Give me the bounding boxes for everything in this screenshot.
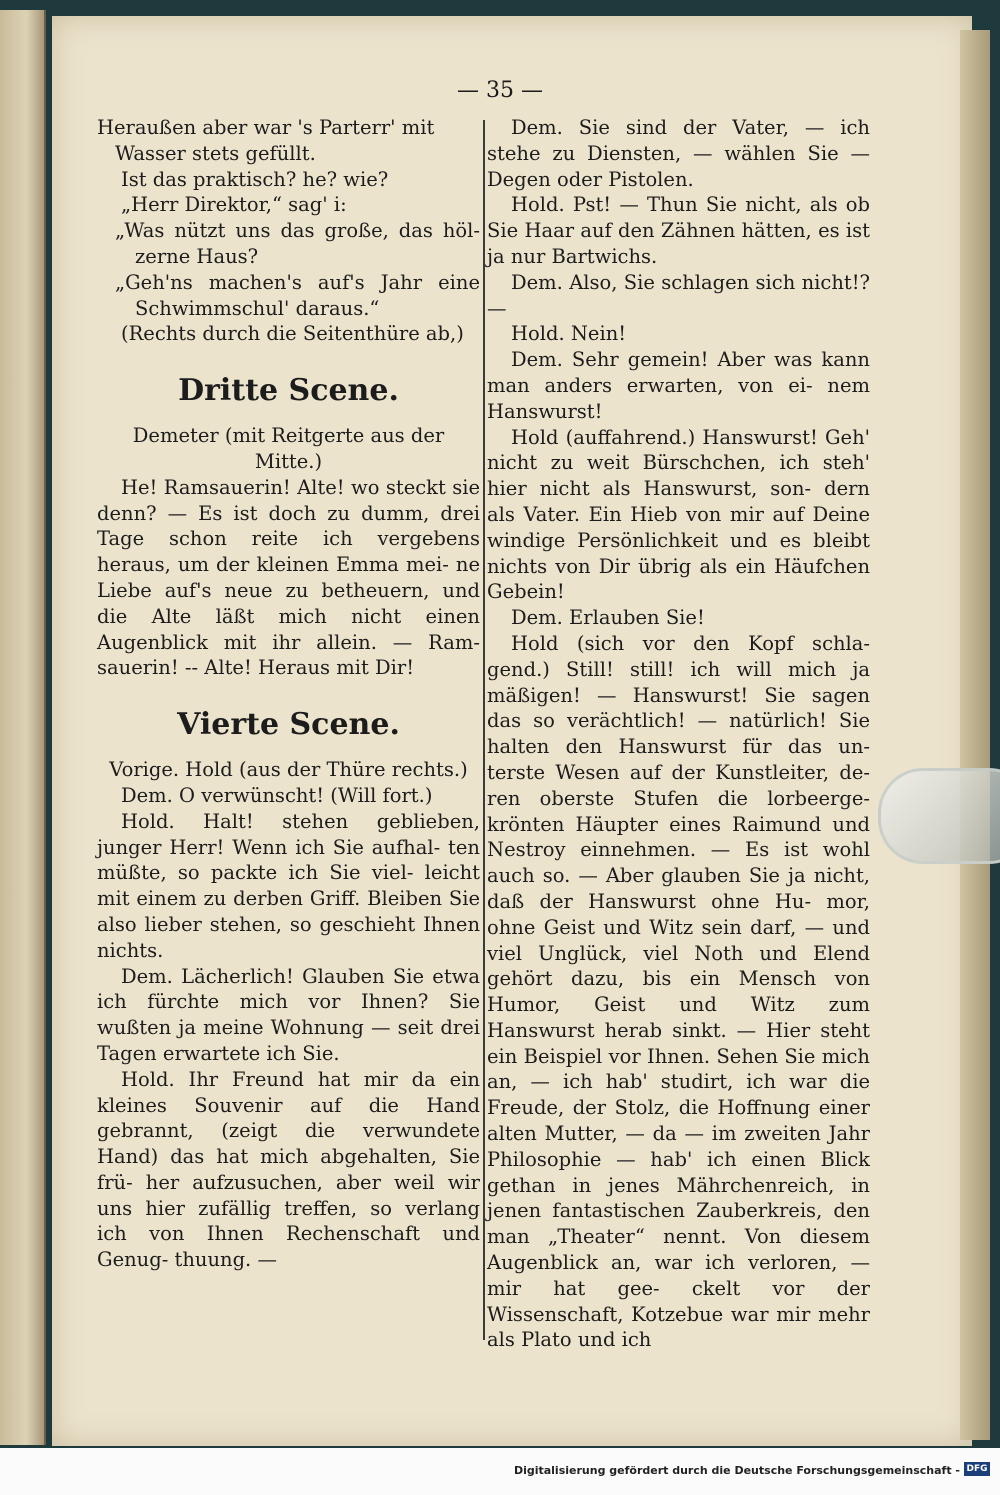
stage-direction: Demeter (mit Reitgerte aus der Mitte.) bbox=[132, 424, 445, 473]
stage-direction: Vorige. Hold (aus der Thüre rechts.) bbox=[109, 758, 468, 782]
text-paragraph: Dem. Sie sind der Vater, — ich stehe zu Diensten, — wählen Sie — Degen oder Pistolen. bbox=[487, 116, 870, 191]
scene-heading: Vierte Scene. bbox=[177, 707, 400, 743]
scene-heading: Dritte Scene. bbox=[178, 373, 399, 409]
text-paragraph: Dem. Erlauben Sie! bbox=[511, 606, 705, 630]
dfg-logo: DFG bbox=[964, 1462, 990, 1476]
text-paragraph: Dem. Sehr gemein! Aber was kann man anders erwarten, von ei- nem Hanswurst! bbox=[487, 348, 870, 423]
funding-credit: Digitalisierung gefördert durch die Deutsche Forschungsgemeinschaft - bbox=[513, 1464, 960, 1477]
text-paragraph: Dem. Lächerlich! Glauben Sie etwa ich fürchte mich vor Ihnen? Sie wußten ja meine Wohnung — seit drei Tagen erwartete ich Sie. bbox=[97, 964, 480, 1065]
text-paragraph: Dem. O verwünscht! (Will fort.) bbox=[121, 783, 433, 807]
text-paragraph: Hold (sich vor den Kopf schla- gend.) Still! still! ich will mich ja mäßigen! — Hanswurst! Sie sagen das so verächtlich! — natürlich! Sie halten den Hanswurst für das un- terste Wesen auf der Kunstleiter, de- ren oberste Stufen die lorbeerge- krönten Häupter eines Raimund und Nestroy einnehmen. — Es ist wohl auch so. — Aber glauben Sie ja nicht, daß der Hanswurst ohne Hu- mor, ohne Geist und Witz sein darf, — und viel Unglück, viel Noth und Elend gehört dazu, bis ein Mensch von Humor, Geist und Witz zum Hanswurst herab sinkt. — Hier steht ein Beispiel vor Ihnen. Sehen Sie mich an, — ich hab' studirt, ich war die Freude, der Stolz, die Hoffnung einer alten Mutter, — da — im zweiten Jahr Philosophie — hab' ich einen Blick gethan in jenes Mährchenreich, in jenen fantastischen Zauberkreis, den man „Theater“ nennt. Von diesem Augenblick an, war ich verloren, — mir hat gee- ckelt vor der Wissenschaft, Kotzebue war mir mehr als Plato und ich bbox=[487, 631, 870, 1352]
text-paragraph: Heraußen aber war 's Parterr' mit bbox=[97, 116, 435, 139]
page-stack-edge bbox=[960, 30, 990, 1440]
footer-bar bbox=[0, 1448, 1000, 1495]
text-paragraph: Ist das praktisch? he? wie? bbox=[121, 167, 389, 191]
text-paragraph: Hold. Halt! stehen geblieben, junger Herr! Wenn ich Sie aufhal- ten müßte, so packte ich Sie viel- leicht mit einem zu derben Griff. Bleiben Sie also lieber stehen, so geschieht Ihnen nichts. bbox=[97, 809, 480, 962]
page-number: — 35 — bbox=[457, 78, 543, 103]
page-clip bbox=[878, 768, 1000, 864]
text-paragraph: Hold. Ihr Freund hat mir da ein kleines Souvenir auf die Hand gebrannt, (zeigt die verwundete Hand) das hat mich abgehalten, Sie frü- her aufzusuchen, aber weil wir uns hier zufällig treffen, so verlang ich von Ihnen Rechenschaft und Genug- thuung. — bbox=[97, 1067, 480, 1272]
text-paragraph: He! Ramsauerin! Alte! wo steckt sie denn? — Es ist doch zu dumm, drei Tage schon reite ich vergebens heraus, um der kleinen Emma mei- ne Liebe auf's neue zu betheuern, und die Alte läßt mich nicht einen Augenblick mit ihr allein. — Ram- sauerin! -- Alte! Heraus mit Dir! bbox=[97, 475, 480, 680]
text-paragraph: Wasser stets gefüllt. bbox=[115, 141, 316, 165]
text-paragraph: (Rechts durch die Seitenthüre ab,) bbox=[121, 322, 464, 346]
column-divider bbox=[483, 120, 485, 1340]
text-paragraph: Hold (auffahrend.) Hanswurst! Geh' nicht zu weit Bürschchen, ich steh' hier nicht als Hanswurst, son- dern als Vater. Ein Hieb von mir auf Deine windige Persönlichkeit und es bleibt nichts von Dir übrig als ein Häufchen Gebein! bbox=[487, 425, 870, 604]
text-paragraph: „Was nützt uns das große, das höl- zerne Haus? bbox=[115, 219, 480, 268]
text-paragraph: Hold. Nein! bbox=[511, 322, 627, 346]
text-paragraph: Dem. Also, Sie schlagen sich nicht!? — bbox=[487, 270, 870, 320]
adjacent-page-edge bbox=[0, 10, 46, 1445]
text-paragraph: Hold. Pst! — Thun Sie nicht, als ob Sie Haar auf den Zähnen hätten, es ist ja nur Bartwichs. bbox=[487, 193, 870, 268]
text-paragraph: „Herr Direktor,“ sag' i: bbox=[121, 193, 347, 217]
text-paragraph: „Geh'ns machen's auf's Jahr eine Schwimmschul' daraus.“ bbox=[115, 270, 480, 320]
left-column bbox=[97, 115, 480, 1273]
right-column bbox=[487, 115, 870, 1353]
